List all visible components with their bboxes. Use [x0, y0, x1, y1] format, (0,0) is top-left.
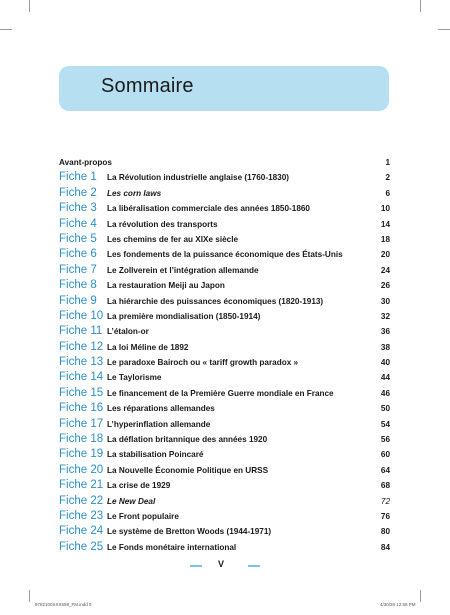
- fiche-label: Fiche 14: [59, 371, 104, 384]
- toc-title: La déflation britannique des années 1920: [107, 435, 268, 445]
- footer-dash-right: [248, 565, 260, 567]
- toc-entry[interactable]: [59, 263, 390, 278]
- footer-dash-left: [190, 565, 202, 567]
- toc-entry[interactable]: [59, 340, 390, 355]
- toc-entry[interactable]: [59, 478, 390, 493]
- page-number: V: [218, 559, 225, 569]
- fiche-label: Fiche 20: [59, 463, 104, 476]
- toc-title: Les chemins de fer au XIXe siècle: [107, 234, 239, 244]
- toc-page: 64: [380, 465, 390, 475]
- toc-page: 6: [385, 188, 390, 198]
- toc-entry[interactable]: [59, 355, 390, 370]
- fiche-label: Fiche 16: [59, 402, 104, 415]
- toc-page: 76: [380, 511, 390, 521]
- toc-page: 40: [380, 358, 390, 368]
- toc-page: 44: [380, 373, 390, 383]
- toc-title: Le Fonds monétaire international: [107, 542, 237, 552]
- toc-entry[interactable]: [59, 324, 390, 339]
- toc-title: La révolution des transports: [107, 219, 218, 229]
- toc-title: La crise de 1929: [107, 481, 171, 491]
- toc-page: 26: [380, 281, 390, 291]
- toc-title: Le Zollverein et l’intégration allemande: [107, 265, 259, 275]
- toc-entry[interactable]: [59, 509, 390, 524]
- fiche-label: Fiche 7: [59, 263, 97, 276]
- toc-page: 2: [385, 173, 390, 183]
- toc-title: Avant-propos: [59, 158, 112, 167]
- toc-title: La Révolution industrielle anglaise (1760-1830): [107, 173, 290, 183]
- toc-page: 54: [380, 419, 390, 429]
- crop-mark: [438, 29, 450, 30]
- fiche-label: Fiche 25: [59, 540, 104, 553]
- toc-title: La libéralisation commerciale des années 1850-1860: [107, 204, 310, 214]
- toc-entry[interactable]: [59, 201, 390, 216]
- toc-entry[interactable]: [59, 170, 390, 185]
- toc-entry[interactable]: [59, 401, 390, 416]
- toc-title: Les corn laws: [107, 188, 162, 198]
- toc-entry[interactable]: [59, 278, 390, 293]
- toc-page: 80: [380, 527, 390, 537]
- toc-entry[interactable]: [59, 294, 390, 309]
- fiche-label: Fiche 18: [59, 433, 104, 446]
- toc-title: La hiérarchie des puissances économiques (1820-1913): [107, 296, 324, 306]
- toc-entry[interactable]: [59, 309, 390, 324]
- toc-page: 14: [380, 219, 390, 229]
- toc-page: 38: [380, 342, 390, 352]
- table-of-contents: [59, 155, 390, 555]
- crop-mark: [0, 29, 12, 30]
- fiche-label: Fiche 4: [59, 217, 97, 230]
- toc-avant-propos[interactable]: [59, 155, 390, 170]
- toc-title: La restauration Meiji au Japon: [107, 281, 225, 291]
- toc-title: Le paradoxe Bairoch ou « tariff growth paradox »: [107, 358, 299, 368]
- crop-mark: [29, 0, 30, 12]
- toc-title: Le système de Bretton Woods (1944-1971): [107, 527, 272, 537]
- toc-entry[interactable]: [59, 524, 390, 539]
- toc-title: L’étalon-or: [107, 327, 149, 337]
- toc-title: La stabilisation Poincaré: [107, 450, 204, 460]
- toc-entry[interactable]: [59, 540, 390, 555]
- toc-page: 46: [380, 388, 390, 398]
- slug-filename: 9782100XXX559_FM.indd 5: [35, 602, 92, 607]
- fiche-label: Fiche 3: [59, 202, 97, 215]
- toc-title: Le financement de la Première Guerre mondiale en France: [107, 388, 334, 398]
- toc-title: Les réparations allemandes: [107, 404, 215, 414]
- toc-page: 50: [380, 404, 390, 414]
- toc-page: 30: [380, 296, 390, 306]
- toc-entry[interactable]: [59, 232, 390, 247]
- fiche-label: Fiche 9: [59, 294, 97, 307]
- page-title: Sommaire: [101, 75, 194, 97]
- fiche-label: Fiche 21: [59, 479, 104, 492]
- fiche-label: Fiche 10: [59, 309, 104, 322]
- toc-title: L’hyperinflation allemande: [107, 419, 211, 429]
- toc-entry[interactable]: [59, 447, 390, 462]
- toc-entry[interactable]: [59, 386, 390, 401]
- crop-mark: [420, 590, 421, 602]
- fiche-label: Fiche 17: [59, 417, 104, 430]
- fiche-label: Fiche 8: [59, 279, 97, 292]
- fiche-label: Fiche 2: [59, 186, 97, 199]
- fiche-label: Fiche 22: [59, 494, 104, 507]
- toc-entry[interactable]: [59, 186, 390, 201]
- crop-mark: [420, 0, 421, 12]
- toc-page: 1: [385, 158, 390, 167]
- toc-page: 10: [380, 204, 390, 214]
- toc-title: Le New Deal: [107, 496, 156, 506]
- fiche-label: Fiche 12: [59, 340, 104, 353]
- toc-page: 32: [380, 311, 390, 321]
- toc-title: Le Taylorisme: [107, 373, 162, 383]
- toc-entry[interactable]: [59, 247, 390, 262]
- fiche-label: Fiche 6: [59, 248, 97, 261]
- toc-title: La loi Méline de 1892: [107, 342, 189, 352]
- toc-entry[interactable]: [59, 463, 390, 478]
- fiche-label: Fiche 19: [59, 448, 104, 461]
- toc-page: 72: [380, 496, 390, 506]
- slug-timestamp: 4/30/26 12:58 PM: [380, 602, 416, 607]
- toc-title: Le Front populaire: [107, 511, 179, 521]
- toc-page: 84: [380, 542, 390, 552]
- toc-page: 68: [380, 481, 390, 491]
- toc-title: La Nouvelle Économie Politique en URSS: [107, 465, 269, 475]
- toc-entry[interactable]: [59, 217, 390, 232]
- toc-title: La première mondialisation (1850-1914): [107, 311, 261, 321]
- fiche-label: Fiche 23: [59, 509, 104, 522]
- toc-page: 60: [380, 450, 390, 460]
- fiche-label: Fiche 1: [59, 171, 97, 184]
- toc-page: 56: [380, 435, 390, 445]
- toc-page: 20: [380, 250, 390, 260]
- fiche-label: Fiche 15: [59, 386, 104, 399]
- toc-entry[interactable]: [59, 370, 390, 385]
- toc-entry[interactable]: [59, 432, 390, 447]
- toc-title: Les fondements de la puissance économique des États-Unis: [107, 250, 343, 260]
- toc-entry[interactable]: [59, 494, 390, 509]
- fiche-label: Fiche 24: [59, 525, 104, 538]
- crop-mark: [29, 590, 30, 602]
- toc-entry[interactable]: [59, 417, 390, 432]
- fiche-label: Fiche 11: [59, 325, 103, 338]
- toc-page: 18: [380, 234, 390, 244]
- sommaire-header: [59, 66, 389, 111]
- fiche-label: Fiche 5: [59, 232, 97, 245]
- fiche-label: Fiche 13: [59, 356, 104, 369]
- toc-page: 36: [380, 327, 390, 337]
- toc-page: 24: [380, 265, 390, 275]
